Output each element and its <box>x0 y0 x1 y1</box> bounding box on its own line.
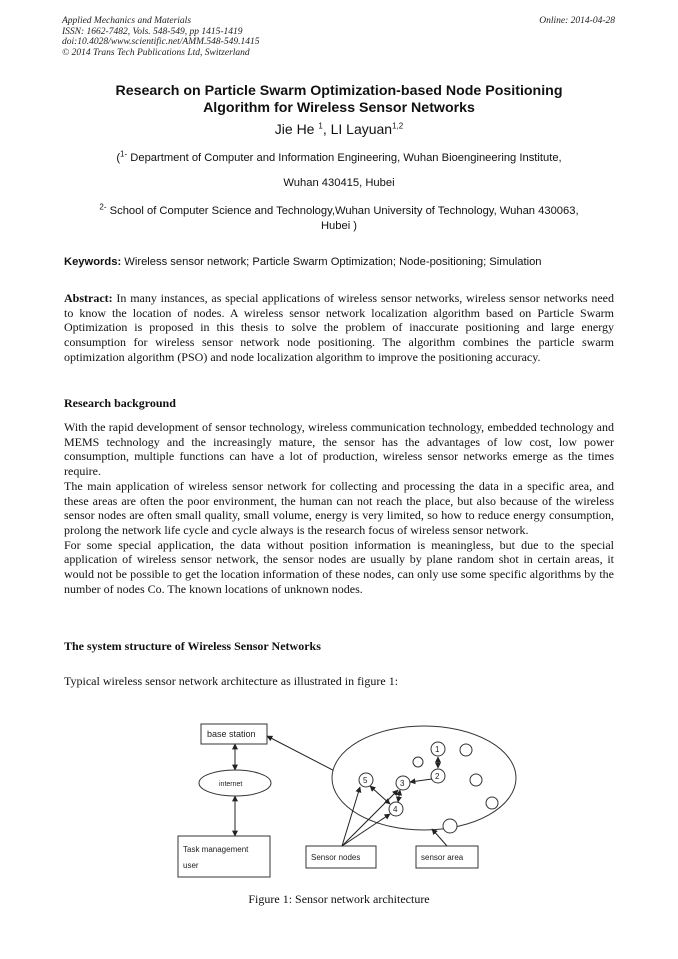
figure-caption: Figure 1: Sensor network architecture <box>248 892 430 906</box>
keywords-text: Wireless sensor network; Particle Swarm Optimization; Node-positioning; Simulation <box>121 256 542 268</box>
node-unlabeled <box>470 774 482 786</box>
keywords <box>64 256 624 268</box>
author-1-sup: 1 <box>318 121 323 131</box>
title-line-2: Algorithm for Wireless Sensor Networks <box>203 100 475 116</box>
copyright-line: © 2014 Trans Tech Publications Ltd, Switzerland <box>62 47 250 58</box>
task-label-line-1: Task management <box>183 845 249 854</box>
task-label-line-2: user <box>183 861 199 870</box>
task-management-box <box>178 836 270 877</box>
figure-intro: Typical wireless sensor network architecture as illustrated in figure 1: <box>64 674 399 688</box>
node-1-label: 1 <box>435 745 440 754</box>
sensor-nodes-label: Sensor nodes <box>311 853 361 862</box>
node-2-label: 2 <box>435 772 440 781</box>
author-sep: , <box>322 121 331 137</box>
journal-header <box>62 16 259 58</box>
paragraph-2: The main application of wireless sensor network for collecting and processing the data in a specific area, and these areas are often the poor environment, the human can not reach the place, but also because of the wireless sensor nodes are often small quality, small volume, energy is very limited, so how to reduce energy consumption, prolong the network life cycle and cycle always is the research focus of wireless sensor network. <box>64 478 614 537</box>
title-line-1: Research on Particle Swarm Optimization-based Node Positioning <box>115 83 563 99</box>
sensor-network-diagram <box>170 716 520 882</box>
author-list <box>40 121 638 137</box>
paper-title <box>40 83 638 117</box>
author-1: Jie He <box>274 121 319 137</box>
online-date: Online: 2014-04-28 <box>539 16 615 26</box>
node-unlabeled <box>443 819 457 833</box>
aff-2-line-2: Hubei ) <box>320 220 358 232</box>
node-5-label: 5 <box>363 776 368 785</box>
node-3-label: 3 <box>400 779 405 788</box>
keywords-label: Keywords: <box>64 256 122 268</box>
node-unlabeled <box>413 757 423 767</box>
abstract-label: Abstract: <box>64 291 113 305</box>
node-unlabeled <box>460 744 472 756</box>
aff-2-sup: 2- <box>99 202 107 212</box>
journal-name: Applied Mechanics and Materials <box>62 16 192 26</box>
abstract-text: In many instances, as special applications of wireless sensor networks, wireless sensor networks need to know the location of nodes. A wireless sensor network localization algorithm based on Particle Swarm Optimization is proposed in this thesis to solve the problem of inaccurate positioning and large energy consumption for wireless sensor network node positioning. The algorithm combines the particle swarm optimization algorithm (PSO) and node localization algorithm to improve the positioning accuracy. <box>64 291 614 364</box>
base-station-label: base station <box>207 729 256 739</box>
author-2: LI Layuan <box>330 121 393 137</box>
section-background-body <box>64 420 614 596</box>
pointer-area <box>432 829 447 846</box>
issn-line: ISSN: 1662-7482, Vols. 548-549, pp 1415-1419 <box>62 26 243 37</box>
paragraph-3: For some special application, the data without position information is meaningless, but due to the special application of wireless sensor network, the sensor nodes are usually by plane random shot in certain areas, it would not be possible to get the location information of these nodes, can only use some specific algorithms by the number of nodes Co. The known locations of unknown nodes. <box>64 537 614 596</box>
aff-1-sup: 1- <box>120 149 128 159</box>
aff-open-paren: ( <box>116 152 121 164</box>
aff-1-line-2: Wuhan 430415, Hubei <box>283 177 395 189</box>
node-4-label: 4 <box>393 805 398 814</box>
affiliation-2 <box>56 204 622 234</box>
section-heading-background: Research background <box>64 396 176 410</box>
sensor-area-label: sensor area <box>421 853 464 862</box>
internet-label: internet <box>219 781 243 788</box>
abstract <box>64 291 614 365</box>
node-unlabeled <box>486 797 498 809</box>
doi-line: doi:10.4028/www.scientific.net/AMM.548-549.1415 <box>62 37 260 47</box>
aff-2-line-1: School of Computer Science and Technology,Wuhan University of Technology, Wuhan 430063, <box>106 205 579 217</box>
section-heading-structure: The system structure of Wireless Sensor Networks <box>64 639 321 653</box>
author-2-sup: 1,2 <box>392 121 404 131</box>
affiliation-1 <box>56 151 622 191</box>
paragraph-1: With the rapid development of sensor technology, wireless communication technology, embedded technology and MEMS technology and the increasingly mature, the sensor has the advantages of low cost, low power consumption, multiple functions can have a lot of production, wireless sensor networks emerge as the times require. <box>64 420 614 479</box>
aff-1-line-1: Department of Computer and Information Engineering, Wuhan Bioengineering Institute, <box>127 152 562 164</box>
